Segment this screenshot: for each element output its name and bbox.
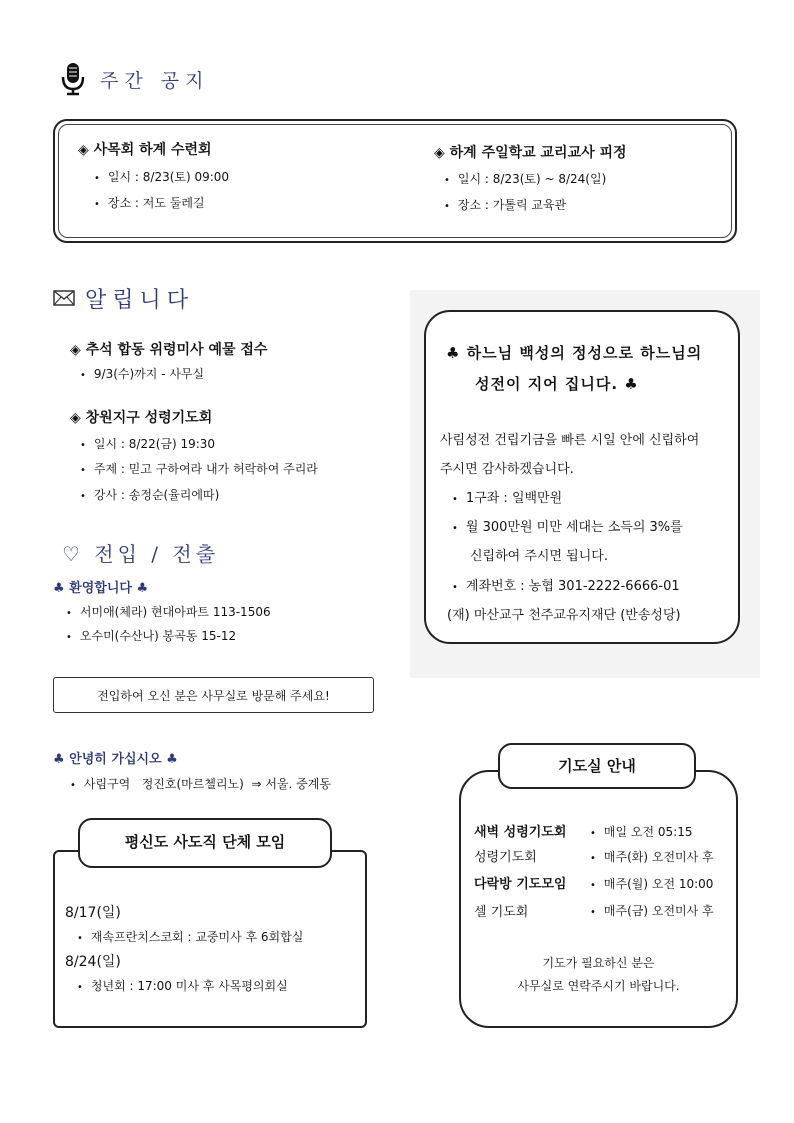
- meetings-item: • 청년회 : 17:00 미사 후 사목평의회실: [77, 977, 288, 994]
- notice-title: 알립니다: [85, 287, 195, 313]
- notice-block1-item: • 9/3(수)까지 - 사무실: [80, 365, 204, 382]
- prayer-row-name: 다락방 기도모임: [474, 877, 567, 892]
- meetings-date-1: 8/17(일): [65, 905, 121, 921]
- building-item-2: • 월 300만원 미만 세대는 소득의 3%를: [452, 516, 683, 535]
- microphone-icon: [60, 62, 86, 96]
- farewell-heading: ♣ 안녕히 가십시오 ♣: [53, 752, 178, 767]
- meetings-item: • 재속프란치스코회 : 교중미사 후 6회합실: [77, 928, 303, 945]
- building-intro-line2: 주시면 감사하겠습니다.: [440, 462, 574, 477]
- prayer-row-name: 셀 기도회: [474, 905, 529, 920]
- welcome-item: • 오수미(수산나) 봉곡동 15-12: [66, 627, 236, 644]
- building-item-1: • 1구좌 : 일백만원: [452, 487, 562, 506]
- building-heading-line2: 성전이 지어 집니다. ♣: [475, 375, 639, 393]
- prayer-room-footer-line2: 사무실로 연락주시기 바랍니다.: [517, 979, 680, 993]
- building-item-3: • 계좌번호 : 농협 301-2222-6666-01: [452, 575, 680, 594]
- prayer-row-time: • 매일 오전 05:15: [590, 823, 693, 840]
- weekly-right-item: • 일시 : 8/23(토) ~ 8/24(일): [444, 170, 606, 187]
- moving-title: ♡ 전입 / 전출: [62, 542, 220, 566]
- building-intro-line1: 사림성전 건립기금을 빠른 시일 안에 신립하여: [440, 433, 700, 448]
- prayer-row-name: 새벽 성령기도회: [474, 825, 567, 840]
- meetings-title-pill: [78, 818, 332, 868]
- building-heading-line1: ♣ 하느님 백성의 정성으로 하느님의: [446, 344, 703, 362]
- prayer-room-title: 기도실 안내: [558, 757, 636, 775]
- prayer-row-name: 성령기도회: [474, 850, 537, 865]
- notice-header: [53, 284, 194, 312]
- farewell-item: • 사림구역 정진호(마르첼리노) ⇒ 서울. 중계동: [70, 775, 331, 792]
- building-account-holder: (재) 마산교구 천주교유지재단 (반송성당): [447, 608, 681, 623]
- welcome-heading: ♣ 환영합니다 ♣: [53, 581, 149, 596]
- notice-block2-item: • 주제 : 믿고 구하여라 내가 허락하여 주리라: [80, 460, 318, 477]
- move-in-callout-text: 전입하여 오신 분은 사무실로 방문해 주세요!: [97, 688, 330, 703]
- meetings-title: 평신도 사도직 단체 모임: [124, 833, 286, 851]
- prayer-room-footer-line1: 기도가 필요하신 분은: [542, 956, 655, 970]
- weekly-left-heading: ◈ 사목회 하계 수련회: [78, 142, 212, 158]
- weekly-title: 주간 공지: [100, 69, 210, 92]
- weekly-left-item: • 장소 : 저도 둘레길: [94, 194, 205, 211]
- notice-block2-item: • 강사 : 송정순(율리에따): [80, 486, 219, 503]
- prayer-row-time: • 매주(화) 오전미사 후: [590, 848, 714, 865]
- move-in-callout: [53, 677, 374, 713]
- prayer-row-time: • 매주(금) 오전미사 후: [590, 902, 714, 919]
- prayer-room-title-pill: [498, 743, 696, 789]
- welcome-item: • 서미애(체라) 현대아파트 113-1506: [66, 603, 271, 620]
- building-item-2-cont: 신립하여 주시면 됩니다.: [470, 549, 608, 564]
- envelope-icon: [53, 290, 75, 306]
- notice-block2-heading: ◈ 창원지구 성령기도회: [70, 410, 213, 426]
- weekly-left-item: • 일시 : 8/23(토) 09:00: [94, 168, 229, 185]
- prayer-row-time: • 매주(월) 오전 10:00: [590, 875, 713, 892]
- weekly-right-heading: ◈ 하계 주일학교 교리교사 피정: [434, 145, 627, 161]
- notice-block1-heading: ◈ 추석 합동 위령미사 예물 접수: [70, 342, 268, 358]
- notice-block2-item: • 일시 : 8/22(금) 19:30: [80, 435, 215, 452]
- weekly-right-item: • 장소 : 가톨릭 교육관: [444, 196, 566, 213]
- weekly-header: [60, 62, 209, 96]
- meetings-date-2: 8/24(일): [65, 954, 121, 970]
